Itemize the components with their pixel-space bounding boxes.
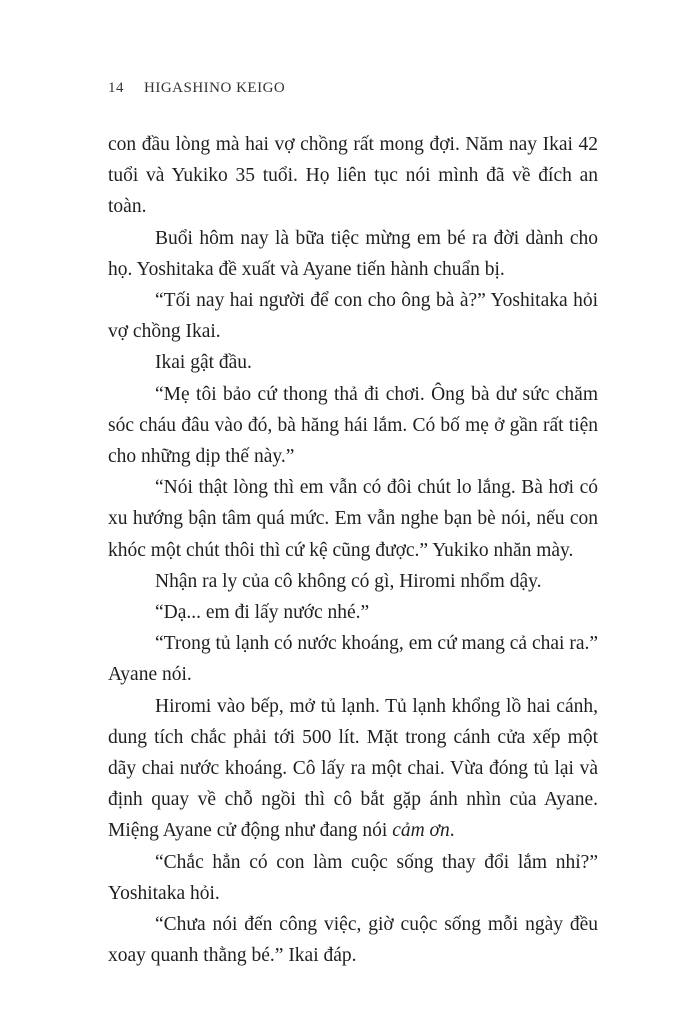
- paragraph-text: Hiromi vào bếp, mở tủ lạnh. Tủ lạnh khổng lồ hai cánh, dung tích chắc phải tới 500 lít. Mặt trong cánh cửa xếp một dãy chai nước khoáng. Cô lấy ra một chai. Vừa đóng tủ lại và định quay về chỗ ngồi thì cô bắt gặp ánh nhìn của Ayane. Miệng Ayane cử động như đang nói: [108, 695, 598, 842]
- page-number: 14: [108, 80, 124, 96]
- paragraph: Nhận ra ly của cô không có gì, Hiromi nhổm dậy.: [155, 570, 542, 592]
- paragraph: “Tối nay hai người để con cho ông bà à?” Yoshitaka hỏi vợ chồng Ikai.: [108, 290, 598, 343]
- paragraph-text: .: [449, 820, 455, 842]
- body-text: [108, 129, 598, 971]
- paragraph: con đầu lòng mà hai vợ chồng rất mong đợi. Năm nay Ikai 42 tuổi và Yukiko 35 tuổi. Họ liên tục nói mình đã về đích an toàn.: [108, 134, 598, 218]
- paragraph: Buổi hôm nay là bữa tiệc mừng em bé ra đời dành cho họ. Yoshitaka đề xuất và Ayane tiến hành chuẩn bị.: [108, 227, 598, 280]
- paragraph: “Chưa nói đến công việc, giờ cuộc sống mỗi ngày đều xoay quanh thằng bé.” Ikai đáp.: [108, 914, 598, 967]
- paragraph: “Chắc hẳn có con làm cuộc sống thay đổi lắm nhỉ?” Yoshitaka hỏi.: [108, 851, 598, 904]
- paragraph: “Mẹ tôi bảo cứ thong thả đi chơi. Ông bà dư sức chăm sóc cháu đâu vào đó, bà hăng hái lắm. Có bố mẹ ở gần rất tiện cho những dịp thế này.”: [108, 383, 598, 468]
- italic-phrase: cảm ơn: [392, 820, 450, 842]
- paragraph: Ikai gật đầu.: [155, 352, 252, 374]
- author-name: HIGASHINO KEIGO: [144, 80, 286, 96]
- paragraph: “Nói thật lòng thì em vẫn có đôi chút lo lắng. Bà hơi có xu hướng bận tâm quá mức. Em vẫn nghe bạn bè nói, nếu con khóc một chút thôi thì cứ kệ cũng được.” Yukiko nhăn mày.: [108, 477, 598, 561]
- paragraph: [108, 691, 598, 847]
- paragraph: “Dạ... em đi lấy nước nhé.”: [155, 602, 370, 624]
- running-header: [108, 80, 285, 97]
- paragraph: “Trong tủ lạnh có nước khoáng, em cứ mang cả chai ra.” Ayane nói.: [108, 633, 598, 686]
